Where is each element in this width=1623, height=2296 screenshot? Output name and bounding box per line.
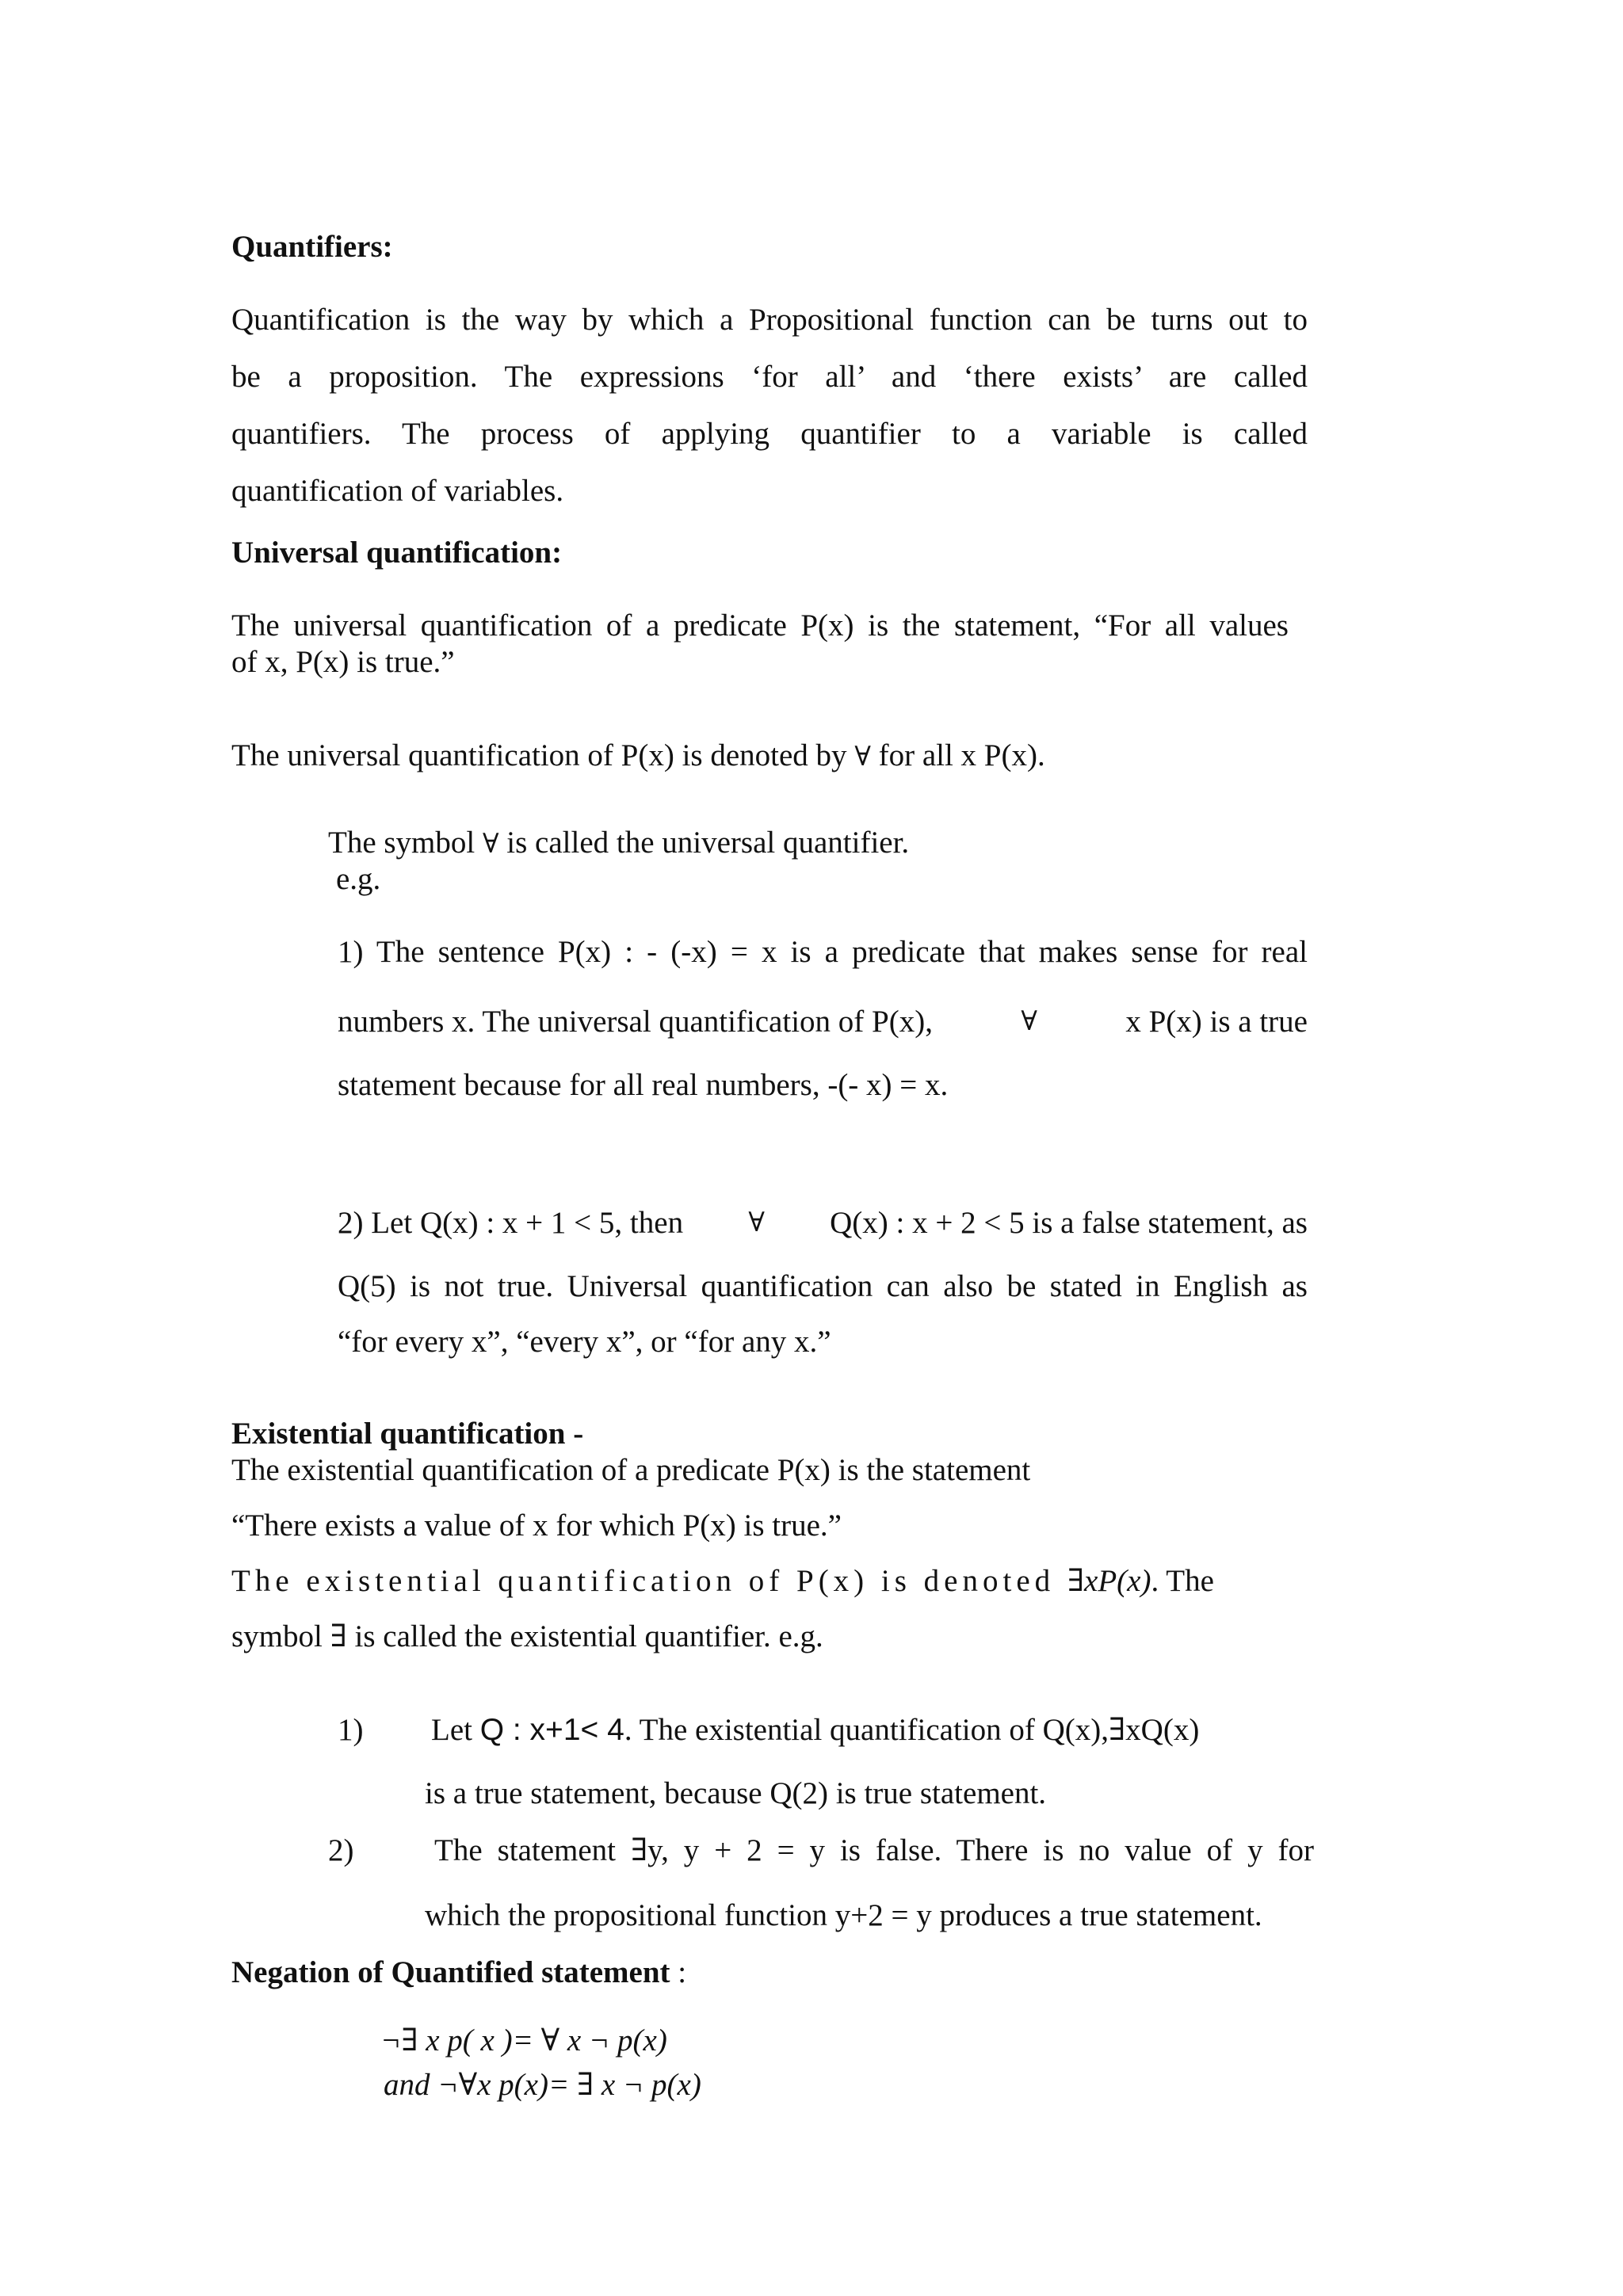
forall-symbol: ∀ (748, 1208, 765, 1238)
existential-denoted-line (231, 1562, 1214, 1600)
example-1-line: 1) The sentence P(x) : - (-x) = x is a predicate that makes sense for real (338, 935, 1308, 969)
universal-definition-line: of x, P(x) is true.” (231, 645, 455, 679)
text: . The (1151, 1564, 1214, 1598)
text: Let (431, 1713, 480, 1747)
para-line: Quantification is the way by which a Propositional function can be turns out to (231, 303, 1308, 337)
text: The universal quantification of P(x) is denoted by (231, 738, 855, 772)
exists-formula: ∃xP(x) (1067, 1564, 1151, 1598)
text: 2) Let Q(x) : x + 1 < 5, then (338, 1206, 684, 1240)
universal-symbol-line (328, 824, 909, 864)
text: ¬∀x p(x)= ∃ x ¬ p(x) (430, 2068, 701, 2102)
existential-symbol-line: symbol ∃ is called the existential quantifier. e.g. (231, 1619, 823, 1653)
para-line: quantification of variables. (231, 474, 564, 508)
heading-universal-quantification: Universal quantification: (231, 536, 563, 570)
heading-quantifiers: Quantifiers: (231, 230, 393, 264)
heading-existential-quantification: Existential quantification - (231, 1417, 584, 1451)
universal-definition-line: The universal quantification of a predicate P(x) is the statement, “For all values (231, 608, 1289, 643)
existential-example-1-line (431, 1711, 1199, 1749)
existential-example-number: 1) (338, 1713, 364, 1747)
existential-definition-line: The existential quantification of a predicate P(x) is the statement (231, 1453, 1031, 1487)
existential-example-2-line: The statement ∃y, y + 2 = y is false. There is no value of y for (434, 1833, 1314, 1867)
existential-example-number: 2) (328, 1833, 354, 1867)
text: x P(x) is a true (1125, 1005, 1308, 1039)
text: for all x P(x). (870, 738, 1045, 772)
text: Negation of Quantified statement (231, 1955, 670, 1989)
forall-symbol: ∀ (482, 830, 499, 859)
example-2-line (338, 1204, 1308, 1242)
existential-definition-line: “There exists a value of x for which P(x) is true.” (231, 1508, 842, 1543)
text: numbers x. The universal quantification of P(x), (338, 1005, 933, 1039)
heading-negation (231, 1954, 686, 1992)
forall-symbol: ∀ (854, 742, 871, 772)
negation-formula-2 (384, 2066, 701, 2104)
example-1-line (338, 1003, 1308, 1041)
para-line: be a proposition. The expressions ‘for all’ and ‘there exists’ are called (231, 360, 1308, 394)
example-1-line: statement because for all real numbers, -(- x) = x. (338, 1068, 949, 1102)
universal-denoted-line (231, 737, 1045, 776)
formula: Q : x+1< 4 (479, 1713, 624, 1747)
text: The existential quantification of P(x) is denoted (231, 1564, 1067, 1598)
text: is called the universal quantifier. (498, 826, 910, 860)
existential-example-1-line: is a true statement, because Q(2) is true statement. (425, 1776, 1047, 1810)
example-2-line: “for every x”, “every x”, or “for any x.” (338, 1325, 831, 1359)
forall-symbol: ∀ (1021, 1007, 1037, 1036)
text: The symbol (328, 826, 483, 860)
text: Q(x) : x + 2 < 5 is a false statement, as (830, 1206, 1308, 1240)
para-line: quantifiers. The process of applying quantifier to a variable is called (231, 417, 1308, 451)
text: . The existential quantification of Q(x),∃xQ(x) (624, 1713, 1200, 1747)
eg-label: e.g. (336, 862, 381, 896)
example-2-line: Q(5) is not true. Universal quantification can also be stated in English as (338, 1269, 1308, 1303)
negation-formula-1: ¬∃ x p( x )= ∀ x ¬ p(x) (380, 2023, 667, 2058)
existential-example-2-line: which the propositional function y+2 = y produces a true statement. (425, 1898, 1262, 1932)
text: and (384, 2068, 430, 2102)
text: : (670, 1955, 687, 1989)
